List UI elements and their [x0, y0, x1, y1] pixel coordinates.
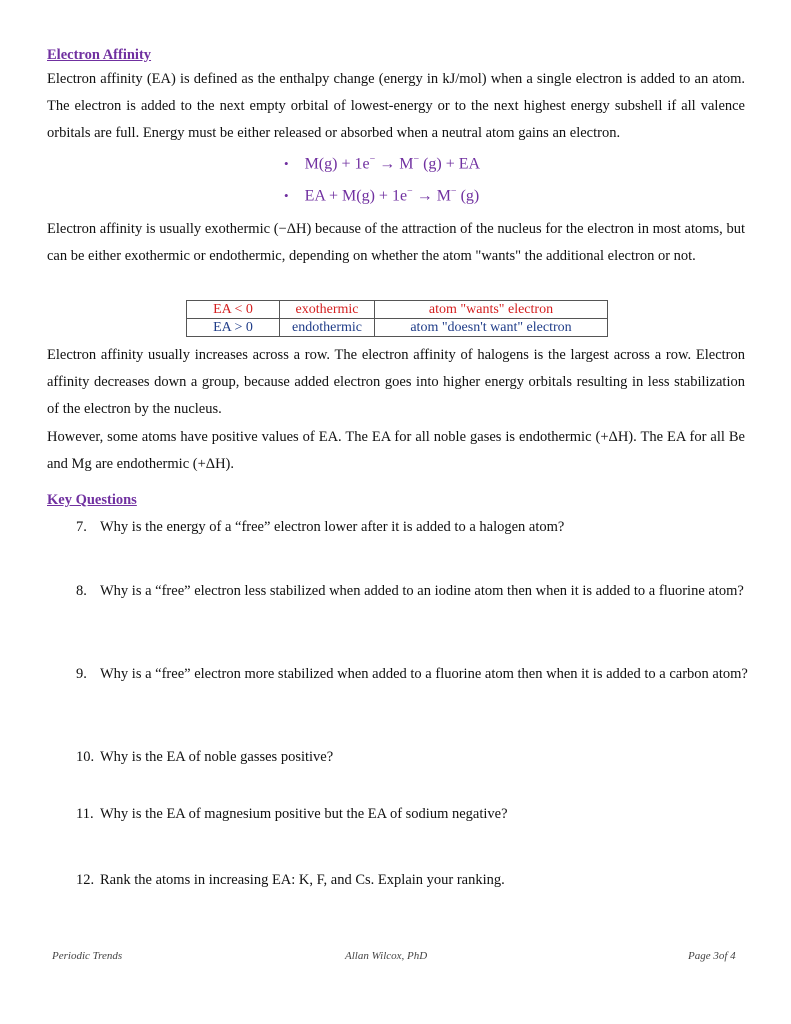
table-cell: atom "doesn't want" electron [375, 319, 608, 337]
question-number: 11. [76, 806, 94, 822]
equation-2 [284, 186, 479, 205]
eq1-right: M [399, 155, 414, 173]
paragraph-definition: Electron affinity (EA) is defined as the enthalpy change (energy in kJ/mol) when a single electron is added to an atom. The electron is added to the next empty orbital of lowest-energy or to the next highest energy subshell if all valence orbitals are full. Energy must be either released or absorbed when a neutral atom gains an electron. [47, 71, 745, 141]
paragraph-trends: Electron affinity usually increases across a row. The electron affinity of halogens is the largest across a row. Electron affinity decreases down a group, because added electron goes into higher energy orbitals resulting in less stabilization of the electron by the nucleus. [47, 347, 745, 417]
question-item [76, 518, 748, 536]
question-text: Why is a “free” electron less stabilized when added to an iodine atom then when it is added to a fluorine atom? [100, 583, 744, 599]
question-item [76, 665, 748, 683]
section-heading-electron-affinity: Electron Affinity [47, 47, 152, 63]
question-number: 9. [76, 666, 87, 682]
question-number: 7. [76, 519, 87, 535]
eq2-sup1: − [407, 186, 413, 197]
table-cell: exothermic [280, 301, 375, 319]
eq1-left: M(g) + 1e [304, 155, 370, 173]
question-text: Why is the EA of noble gasses positive? [100, 749, 334, 765]
question-item [76, 871, 748, 889]
table-row [187, 319, 608, 337]
table-cell: endothermic [280, 319, 375, 337]
question-number: 12. [76, 872, 95, 888]
question-number: 10. [76, 749, 95, 765]
ea-sign-table [186, 300, 608, 337]
eq2-arrow: → [416, 187, 433, 205]
table-cell: EA < 0 [187, 301, 280, 319]
equation-1 [284, 154, 480, 173]
table-cell: EA > 0 [187, 319, 280, 337]
eq1-sup: − [369, 154, 376, 165]
question-text: Why is the EA of magnesium positive but the EA of sodium negative? [100, 806, 508, 822]
table-row [187, 301, 608, 319]
eq1-right-sup: − [413, 154, 420, 165]
bullet-icon: • [284, 188, 289, 204]
section-heading-key-questions: Key Questions [47, 492, 137, 508]
paragraph-exceptions: However, some atoms have positive values of EA. The EA for all noble gases is endothermic (+ΔH). The EA for all Be and Mg are endothermic (+ΔH). [47, 429, 745, 472]
eq1-tail: (g) + EA [423, 155, 481, 173]
eq2-tail: (g) [460, 187, 480, 205]
question-item [76, 748, 748, 766]
bullet-icon: • [284, 156, 289, 172]
eq2-sup2: − [450, 186, 457, 197]
paragraph-exothermic: Electron affinity is usually exothermic (−ΔH) because of the attraction of the nucleus for the electron in most atoms, but can be either exothermic or endothermic, depending on whether the atom "wants" the additional electron or not. [47, 221, 745, 264]
footer-right: Page 3of 4 [688, 950, 736, 962]
eq2-right: M [436, 187, 451, 205]
eq1-arrow: → [379, 155, 396, 173]
table-cell: atom "wants" electron [375, 301, 608, 319]
footer-center: Allan Wilcox, PhD [345, 950, 428, 962]
eq2-left: EA + M(g) + 1e [304, 187, 408, 205]
footer-left: Periodic Trends [52, 950, 123, 962]
question-number: 8. [76, 583, 87, 599]
question-text: Rank the atoms in increasing EA: K, F, and Cs. Explain your ranking. [100, 872, 505, 888]
question-text: Why is a “free” electron more stabilized when added to a fluorine atom then when it is added to a carbon atom? [100, 666, 748, 682]
question-item [76, 582, 748, 600]
question-text: Why is the energy of a “free” electron lower after it is added to a halogen atom? [100, 519, 565, 535]
question-item [76, 805, 748, 823]
